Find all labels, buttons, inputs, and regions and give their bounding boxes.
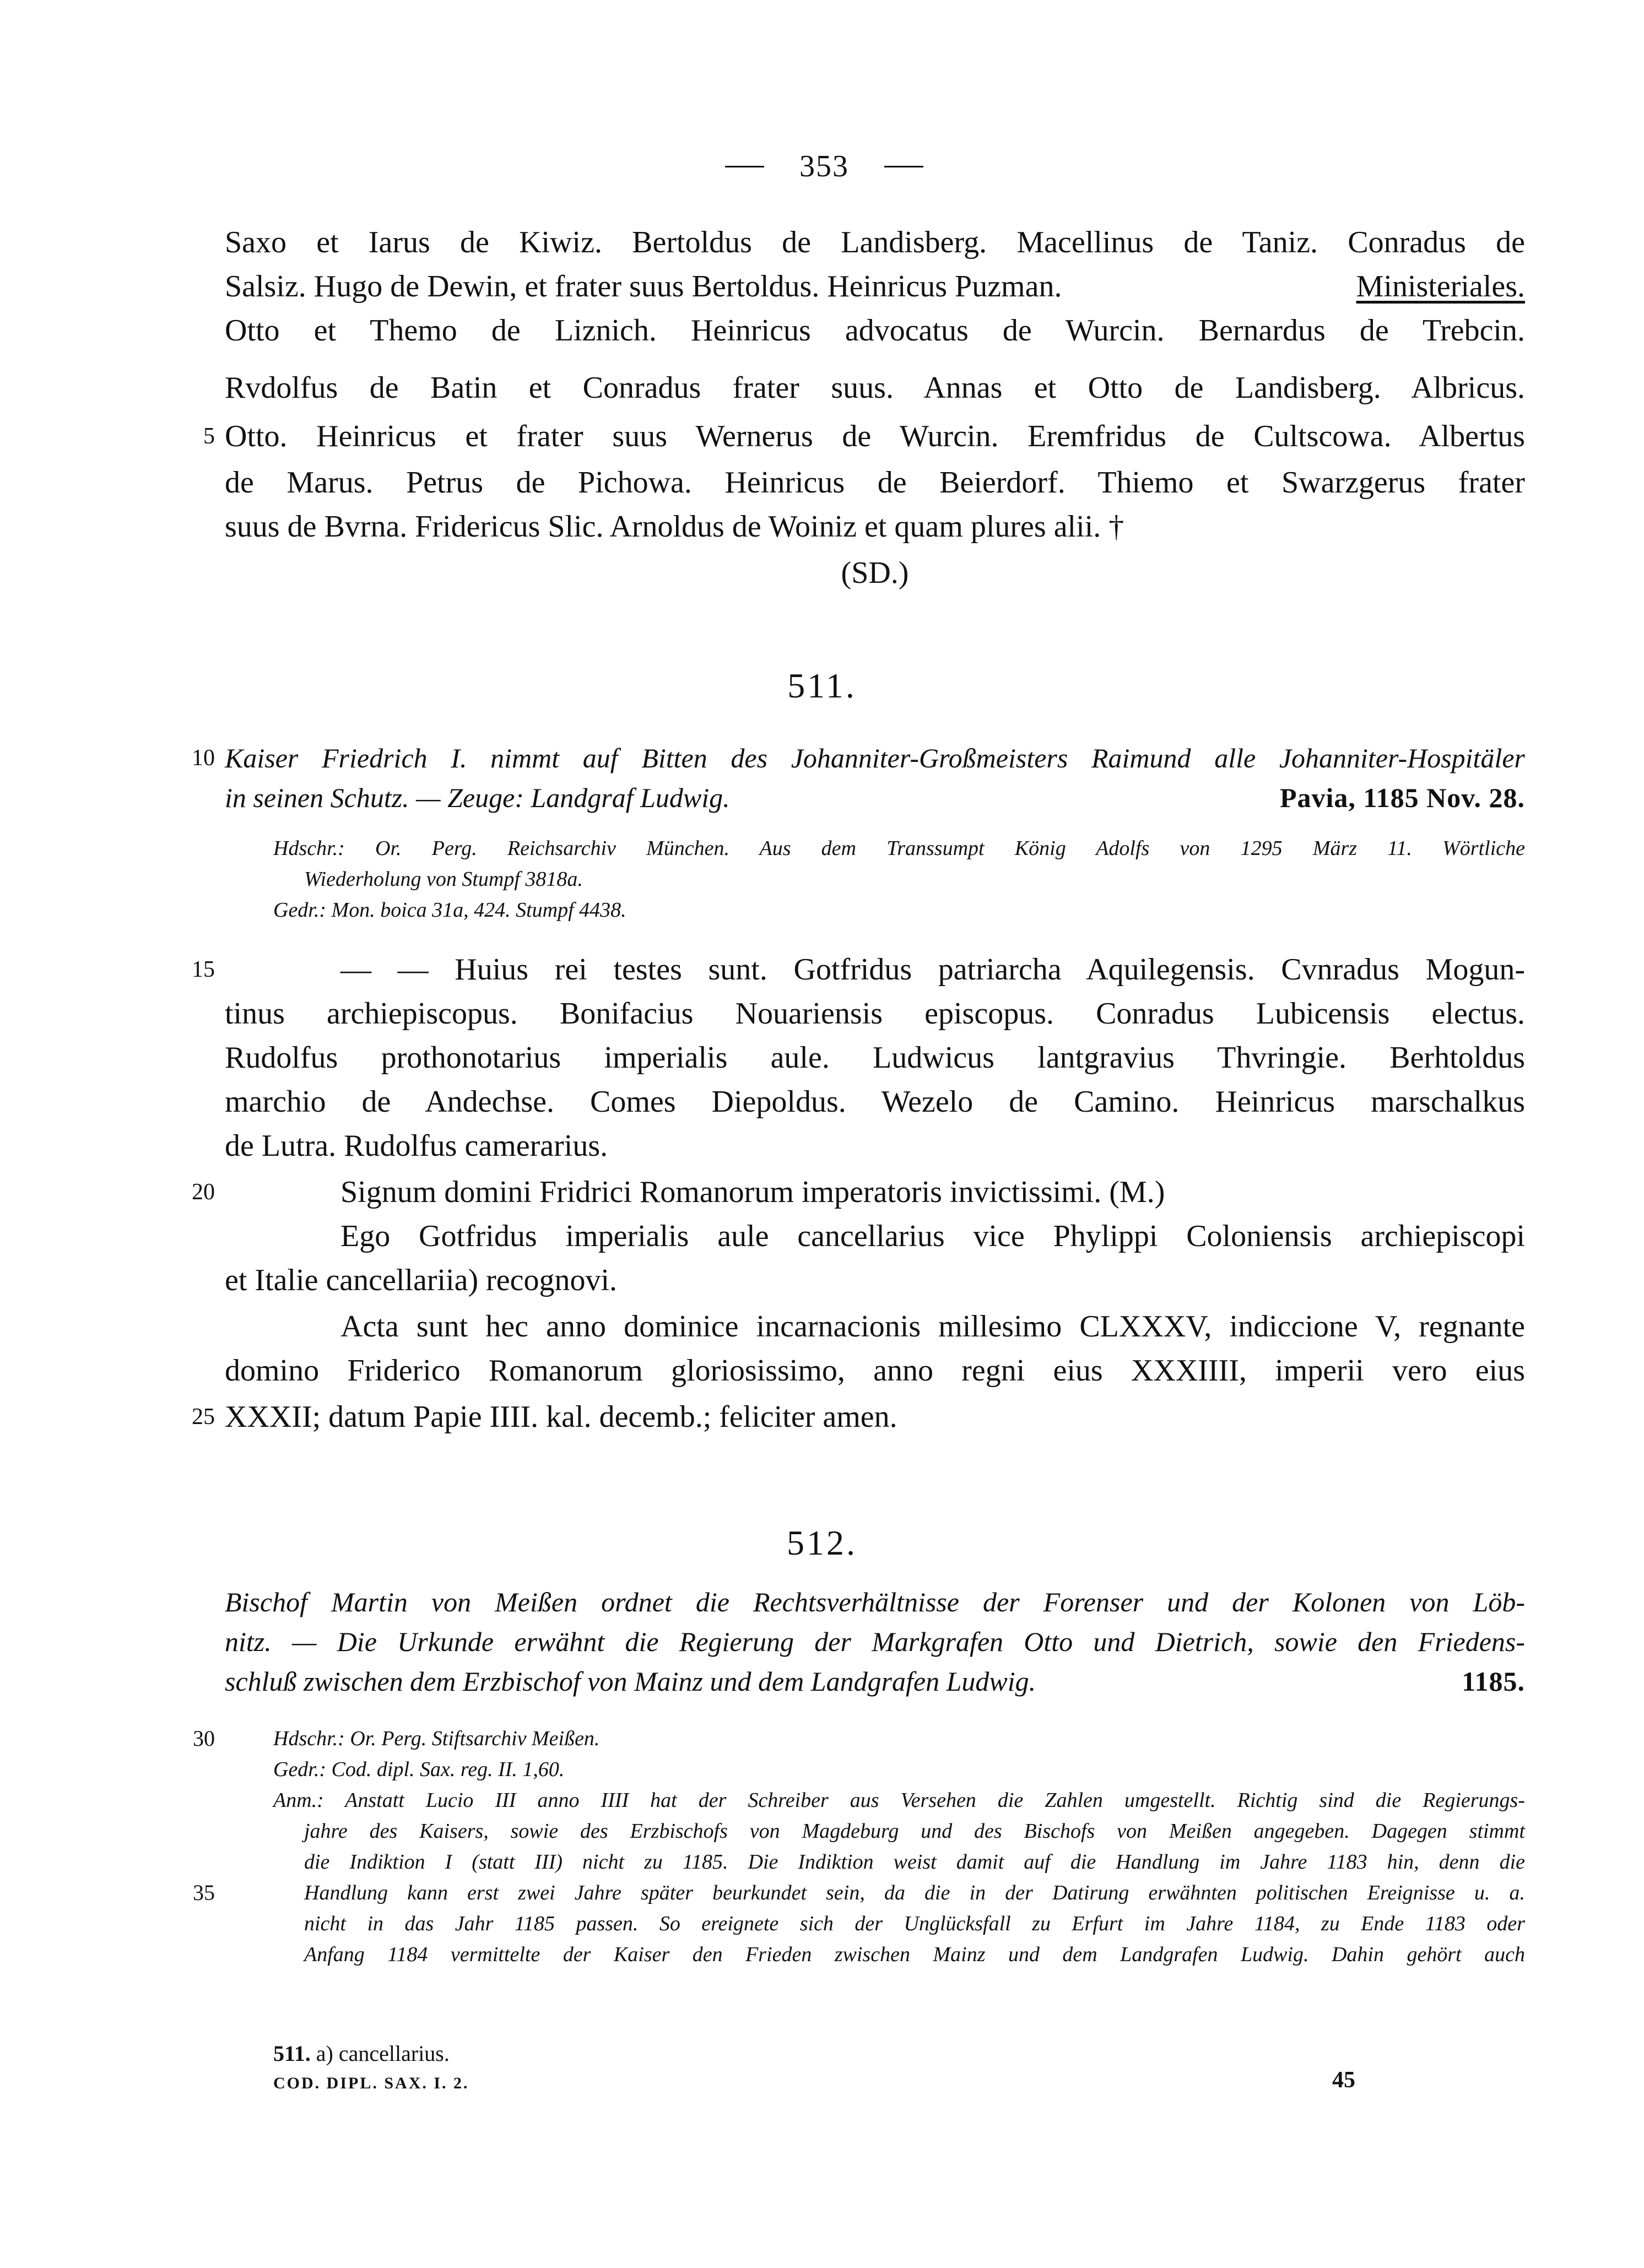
- line-number: 30: [193, 1726, 215, 1751]
- seal-note: (SD.): [841, 556, 909, 590]
- continuation-line: [225, 264, 1525, 308]
- apparatus-line: Hdschr.: Or. Perg. Stiftsarchiv Meißen.: [273, 1727, 600, 1750]
- text-line: Rudolfus prothonotarius imperialis aule. Ludwicus lantgravius Thvringie. Berhtoldus: [225, 1041, 1525, 1075]
- continuation-line: Otto. Heinricus et frater suus Wernerus de Wurcin. Eremfridus de Cultscowa. Albertus: [225, 419, 1525, 453]
- footnote-ref: 511.: [273, 2041, 311, 2066]
- apparatus-line: Handlung kann erst zwei Jahre später beurkundet sein, da die in der Datirung erwähnten politischen Ereignisse u. a.: [304, 1881, 1525, 1904]
- charter-number-512: 512.: [787, 1523, 857, 1562]
- apparatus-line: Wiederholung von Stumpf 3818a.: [304, 868, 583, 891]
- charter-number-511: 511.: [787, 666, 857, 705]
- continuation-line: Saxo et Iarus de Kiwiz. Bertoldus de Landisberg. Macellinus de Taniz. Conradus de: [225, 225, 1525, 259]
- place-date: Pavia, 1185 Nov. 28.: [1279, 782, 1525, 813]
- apparatus-line: jahre des Kaisers, sowie des Erzbischofs von Magdeburg und des Bischofs von Meißen angegeben. Dagegen stimmt: [304, 1820, 1525, 1843]
- regest-text: schluß zwischen dem Erzbischof von Mainz und dem Landgrafen Ludwig.: [225, 1666, 1036, 1697]
- continuation-line: suus de Bvrna. Fridericus Slic. Arnoldus de Woiniz et quam plures alii. †: [225, 510, 1124, 544]
- continuation-line-part: Salsiz. Hugo de Dewin, et frater suus Bertoldus. Heinricus Puzman.: [225, 269, 1062, 304]
- line-number: 5: [203, 424, 215, 449]
- regest-line: [225, 1661, 1525, 1701]
- apparatus-line: Gedr.: Mon. boica 31a, 424. Stumpf 4438.: [273, 898, 626, 922]
- line-number: 20: [192, 1179, 215, 1205]
- footnote: [273, 2038, 450, 2069]
- head-rule-left: [725, 166, 764, 167]
- line-number: 35: [193, 1880, 215, 1905]
- regest-text: in seinen Schutz. — Zeuge: Landgraf Ludwig.: [225, 782, 730, 813]
- line-number: 25: [192, 1404, 215, 1430]
- text-line: Signum domini Fridrici Romanorum imperatoris invictissimi. (M.): [340, 1175, 1165, 1209]
- apparatus-line: Hdschr.: Or. Perg. Reichsarchiv München. Aus dem Transsumpt König Adolfs von 1295 März 11. Wörtliche: [273, 837, 1525, 860]
- apparatus-line: nicht in das Jahr 1185 passen. So ereignete sich der Unglücksfall zu Erfurt im Jahre 1184, zu Ende 1183 oder: [304, 1912, 1525, 1935]
- regest-line: Kaiser Friedrich I. nimmt auf Bitten des Johanniter-Großmeisters Raimund alle Johanniter-Hospitäler: [225, 743, 1525, 773]
- line-number: 10: [192, 745, 215, 771]
- running-head: [725, 144, 923, 188]
- text-line: Acta sunt hec anno dominice incarnacionis millesimo CLXXXV, indiccione V, regnante: [340, 1309, 1525, 1344]
- text-line: — — Huius rei testes sunt. Gotfridus patriarcha Aquilegensis. Cvnradus Mogun-: [340, 952, 1525, 987]
- text-line: de Lutra. Rudolfus camerarius.: [225, 1129, 608, 1163]
- continuation-line: Otto et Themo de Liznich. Heinricus advocatus de Wurcin. Bernardus de Trebcin.: [225, 313, 1525, 348]
- text-line: marchio de Andechse. Comes Diepoldus. Wezelo de Camino. Heinricus marschalkus: [225, 1085, 1525, 1119]
- printer-signature: COD. DIPL. SAX. I. 2.: [273, 2074, 469, 2092]
- regest-line: nitz. — Die Urkunde erwähnt die Regierung der Markgrafen Otto und Dietrich, sowie den Friedens-: [225, 1626, 1525, 1657]
- text-line: Ego Gotfridus imperialis aule cancellarius vice Phylippi Coloniensis archiepiscopi: [340, 1219, 1525, 1253]
- apparatus-line: die Indiktion I (statt III) nicht zu 1185. Die Indiktion weist damit auf die Handlung im Jahre 1183 hin, denn die: [304, 1850, 1525, 1874]
- text-line: XXXII; datum Papie IIII. kal. decemb.; feliciter amen.: [225, 1400, 897, 1434]
- footnote-text: a) cancellarius.: [316, 2041, 450, 2066]
- continuation-line: de Marus. Petrus de Pichowa. Heinricus de Beierdorf. Thiemo et Swarzgerus frater: [225, 465, 1525, 500]
- regest-line: Bischof Martin von Meißen ordnet die Rechtsverhältnisse der Forenser und der Kolonen von Löb-: [225, 1587, 1525, 1617]
- charter-date: 1185.: [1462, 1666, 1525, 1697]
- apparatus-line: Anm.: Anstatt Lucio III anno IIII hat der Schreiber aus Versehen die Zahlen umgestellt. Richtig sind die Regierungs-: [273, 1789, 1525, 1812]
- regest-line: [225, 778, 1525, 818]
- page-number: 353: [799, 149, 849, 183]
- apparatus-line: Anfang 1184 vermittelte der Kaiser den Frieden zwischen Mainz und dem Landgrafen Ludwig. Dahin gehört auch: [304, 1943, 1525, 1966]
- text-line: et Italie cancellariia) recognovi.: [225, 1263, 618, 1297]
- ministeriales-heading: Ministeriales.: [1356, 269, 1525, 304]
- text-line: domino Friderico Romanorum gloriosissimo, anno regni eius XXXIIII, imperii vero eius: [225, 1354, 1525, 1388]
- line-number: 15: [192, 957, 215, 982]
- head-rule-right: [884, 166, 923, 167]
- text-line: tinus archiepiscopus. Bonifacius Nouariensis episcopus. Conradus Lubicensis electus.: [225, 997, 1525, 1031]
- continuation-line: Rvdolfus de Batin et Conradus frater suus. Annas et Otto de Landisberg. Albricus.: [225, 371, 1525, 405]
- apparatus-line: Gedr.: Cod. dipl. Sax. reg. II. 1,60.: [273, 1758, 565, 1781]
- sheet-number: 45: [1332, 2067, 1355, 2093]
